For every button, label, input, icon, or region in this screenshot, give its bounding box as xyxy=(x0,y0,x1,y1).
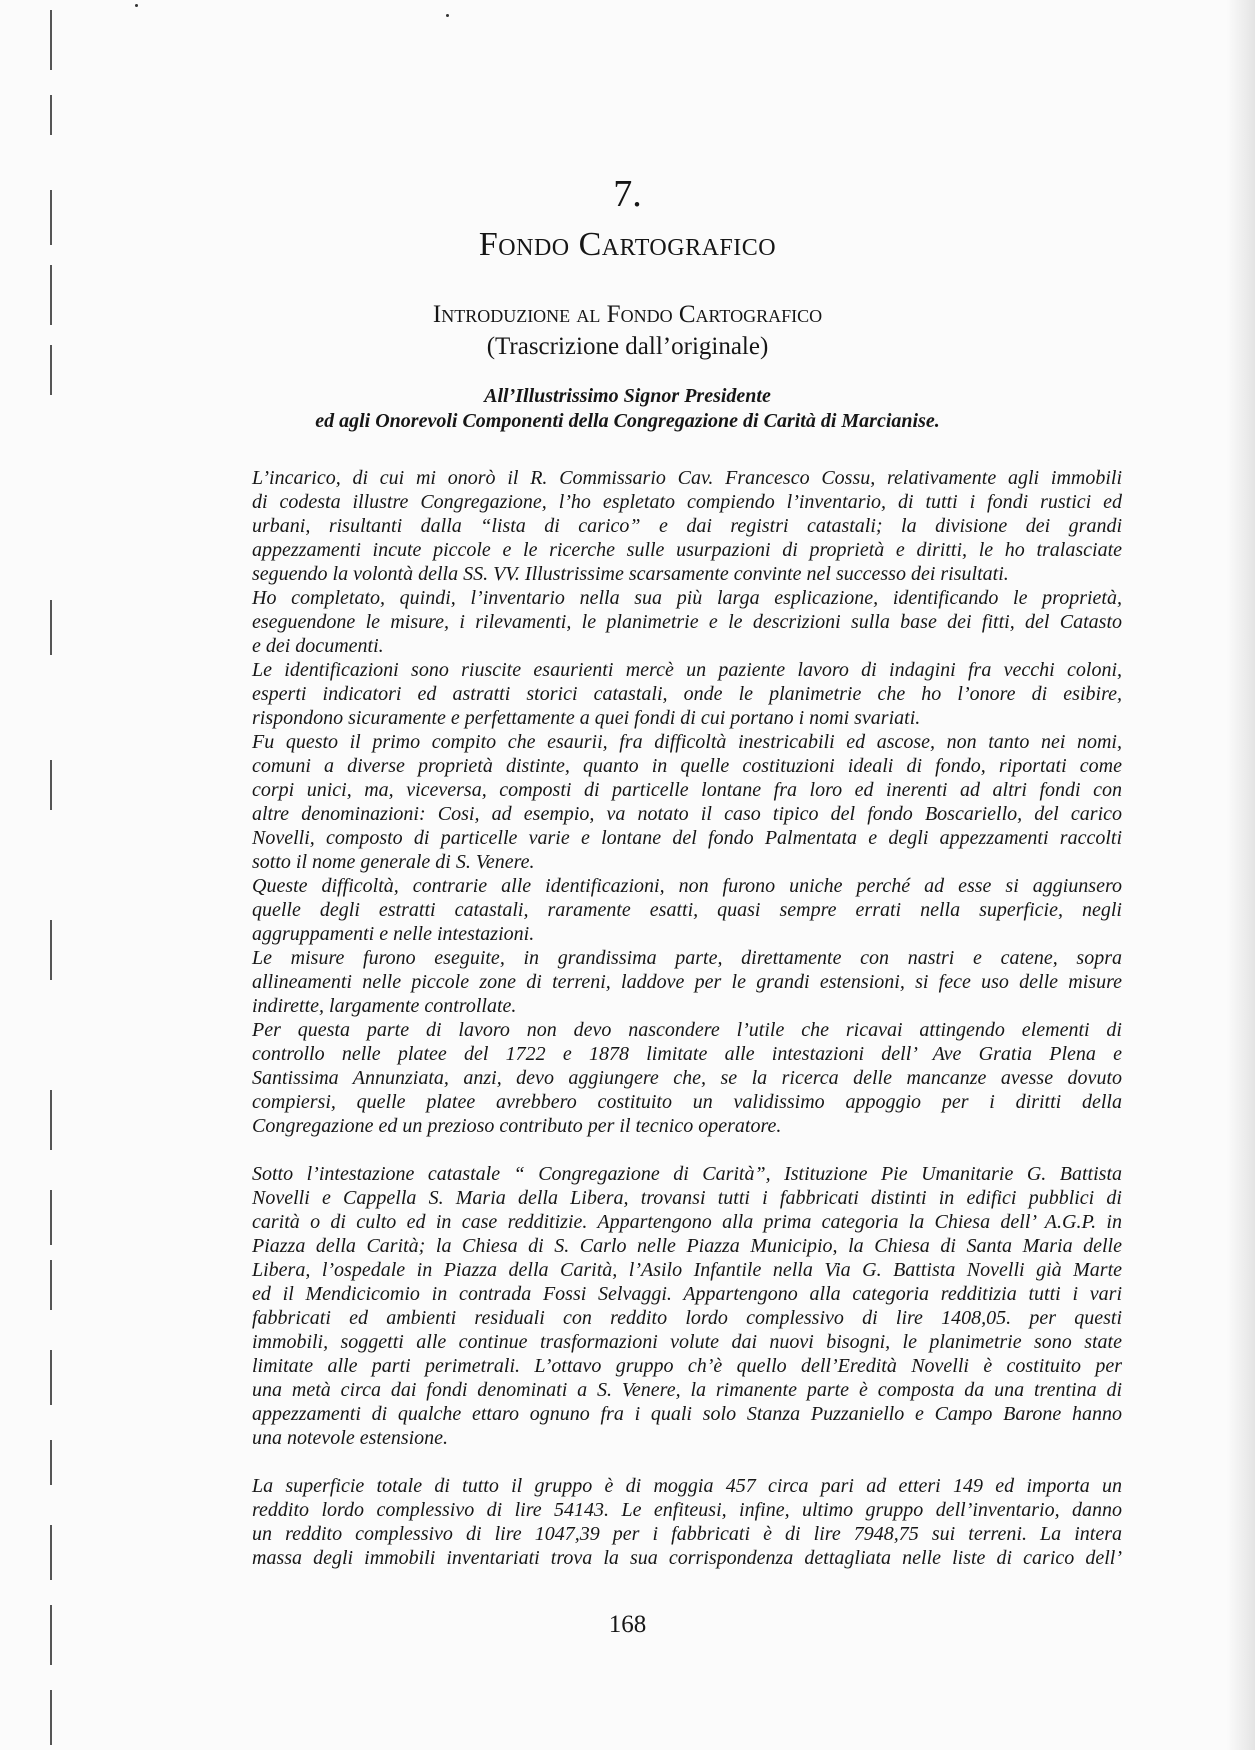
dedication-line: ed agli Onorevoli Componenti della Congregazione di Carità di Marcianise. xyxy=(315,410,940,432)
text-line: sotto il nome generale di S. Venere. xyxy=(252,851,535,873)
text-line: ed il Mendicicomio in contrada Fossi Selvaggi. Appartengono alla categoria redditizia tutti i vari xyxy=(252,1283,1122,1305)
text-line: Per questa parte di lavoro non devo nascondere l’utile che ricavai attingendo elementi di xyxy=(252,1019,1122,1041)
text-line: una metà circa dai fondi denominati a S. Venere, la rimanente parte è composta da una trentina di xyxy=(252,1379,1122,1401)
paragraph xyxy=(252,730,1122,874)
scan-margin-mark xyxy=(50,1090,52,1150)
text-line: Fu questo il primo compito che esaurii, fra difficoltà inestricabili ed ascose, non tanto nei nomi, xyxy=(252,731,1122,753)
scan-margin-mark xyxy=(50,1190,52,1245)
text-line: massa degli immobili inventariati trova la sua corrispondenza dettagliata nelle liste di carico dell’ xyxy=(252,1547,1122,1569)
text-line: controllo nelle platee del 1722 e 1878 limitate alle intestazioni dell’ Ave Gratia Plena e xyxy=(252,1043,1122,1065)
page-number: 168 xyxy=(608,1611,647,1638)
text-line: Santissima Annunziata, anzi, devo aggiungere che, se la ricerca delle mancanze avesse dovuto xyxy=(252,1067,1122,1089)
text-line: Libera, l’ospedale in Piazza della Carità, l’Asilo Infantile nella Via G. Battista Novelli già Marte xyxy=(252,1259,1122,1281)
paragraph xyxy=(252,1018,1122,1138)
chapter-number: 7. xyxy=(613,173,642,215)
scan-margin-mark xyxy=(50,1690,52,1745)
text-line: Congregazione ed un prezioso contributo per il tecnico operatore. xyxy=(252,1115,782,1137)
text-line: altre denominazioni: Cosi, ad esempio, va notato il caso tipico del fondo Boscariello, del carico xyxy=(252,803,1122,825)
paragraph-spacer xyxy=(252,1138,1122,1162)
text-line: carità o di culto ed in case redditizie. Appartengono alla prima categoria la Chiesa dell’ A.G.P. in xyxy=(252,1211,1122,1233)
text-line: appezzamenti di qualche ettaro ognuno fra i quali solo Stanza Puzzaniello e Campo Barone hanno xyxy=(252,1403,1122,1425)
text-line: una notevole estensione. xyxy=(252,1427,449,1449)
text-line: urbani, risultanti dalla “lista di carico” e dai registri catastali; la divisione dei grandi xyxy=(252,515,1122,537)
paragraph-spacer xyxy=(252,1450,1122,1474)
text-line: Le identificazioni sono riuscite esaurienti mercè un paziente lavoro di indagini fra vecchi coloni, xyxy=(252,659,1122,681)
paragraph xyxy=(252,586,1122,658)
text-line: seguendo la volontà della SS. VV. Illustrissime scarsamente convinte nel successo dei risultati. xyxy=(252,563,1009,585)
scan-speck xyxy=(446,14,449,17)
text-line: Novelli e Cappella S. Maria della Libera, trovansi tutti i fabbricati distinti in edifici pubblici di xyxy=(252,1187,1122,1209)
text-line: e dei documenti. xyxy=(252,635,384,657)
text-line: di codesta illustre Congregazione, l’ho espletato compiendo l’inventario, di tutti i fondi rustici ed xyxy=(252,491,1122,513)
text-line: Le misure furono eseguite, in grandissima parte, direttamente con nastri e catene, sopra xyxy=(252,947,1122,969)
scan-margin-mark xyxy=(50,760,52,810)
text-line: aggruppamenti e nelle intestazioni. xyxy=(252,923,535,945)
text-line: L’incarico, di cui mi onorò il R. Commissario Cav. Francesco Cossu, relativamente agli immobili xyxy=(252,467,1122,489)
text-line: corpi unici, ma, viceversa, composti di particelle lontane fra loro ed inerenti ad altri fondi con xyxy=(252,779,1122,801)
text-line: esperti indicatori ed astratti storici catastali, onde le planimetrie che ho l’onore di esibire, xyxy=(252,683,1122,705)
paragraph xyxy=(252,1162,1122,1450)
scan-margin-mark xyxy=(50,600,52,655)
text-line: Queste difficoltà, contrarie alle identificazioni, non furono uniche perché ad esse si aggiunsero xyxy=(252,875,1122,897)
paragraph xyxy=(252,1474,1122,1570)
scan-margin-mark xyxy=(50,95,52,135)
paragraph xyxy=(252,658,1122,730)
text-line: compiersi, quelle platee avrebbero costituito un validissimo appoggio per i diritti della xyxy=(252,1091,1122,1113)
paragraph xyxy=(252,466,1122,586)
body-text xyxy=(252,466,1122,1570)
text-line: La superficie totale di tutto il gruppo è di moggia 457 circa pari ad etteri 149 ed importa un xyxy=(252,1475,1122,1497)
scan-margin-mark xyxy=(50,10,52,70)
text-line: immobili, soggetti alle continue trasformazioni volute dai nuovi bisogni, le planimetrie sono state xyxy=(252,1331,1122,1353)
scan-margin-mark xyxy=(50,920,52,980)
text-line: comuni a diverse proprietà distinte, quanto in quelle costituzioni ideali di fondo, riportati come xyxy=(252,755,1122,777)
text-line: reddito lordo complessivo di lire 54143. Le enfiteusi, infine, ultimo gruppo dell’inventario, danno xyxy=(252,1499,1122,1521)
scan-margin-mark xyxy=(50,1525,52,1580)
scan-margin-mark xyxy=(50,1260,52,1310)
paragraph xyxy=(252,946,1122,1018)
scan-speck xyxy=(135,4,138,7)
text-line: limitate alle parti perimetrali. L’ottavo gruppo ch’è quello dell’Eredità Novelli è costituito per xyxy=(252,1355,1122,1377)
text-line: un reddito complessivo di lire 1047,39 per i fabbricati è di lire 7948,75 sui terreni. La intera xyxy=(252,1523,1122,1545)
section-title: Introduzione al Fondo Cartografico xyxy=(432,301,823,328)
text-line: indirette, largamente controllate. xyxy=(252,995,517,1017)
section-subtitle: (Trascrizione dall’originale) xyxy=(486,333,769,360)
text-line: Ho completato, quindi, l’inventario nella sua più larga esplicazione, identificando le proprietà, xyxy=(252,587,1122,609)
text-line: eseguendone le misure, i rilevamenti, le planimetrie e le descrizioni sulla base dei fitti, del Catasto xyxy=(252,611,1122,633)
text-line: allineamenti nelle piccole zone di terreni, laddove per le grandi estensioni, si fece uso delle misure xyxy=(252,971,1122,993)
dedication-line: All’Illustrissimo Signor Presidente xyxy=(484,385,771,407)
scan-margin-mark xyxy=(50,1440,52,1485)
chapter-title: Fondo Cartografico xyxy=(478,226,777,263)
text-line: Sotto l’intestazione catastale “ Congregazione di Carità”, Istituzione Pie Umanitarie G. Battista xyxy=(252,1163,1122,1185)
paragraph xyxy=(252,874,1122,946)
text-line: rispondono sicuramente e perfettamente a quei fondi di cui portano i nomi svariati. xyxy=(252,707,921,729)
text-line: Piazza della Carità; la Chiesa di S. Carlo nelle Piazza Municipio, la Chiesa di Santa Maria delle xyxy=(252,1235,1122,1257)
text-line: appezzamenti incute piccole e le ricerche sulle usurpazioni di proprietà e diritti, le ho tralasciate xyxy=(252,539,1122,561)
text-line: quelle degli estratti catastali, raramente esatti, quasi sempre errati nella superficie, negli xyxy=(252,899,1122,921)
text-line: fabbricati ed ambienti residuali con reddito lordo complessivo di lire 1408,05. per questi xyxy=(252,1307,1122,1329)
scan-margin-mark xyxy=(50,1350,52,1405)
text-line: Novelli, composto di particelle varie e lontane del fondo Palmentata e degli appezzamenti raccolti xyxy=(252,827,1122,849)
